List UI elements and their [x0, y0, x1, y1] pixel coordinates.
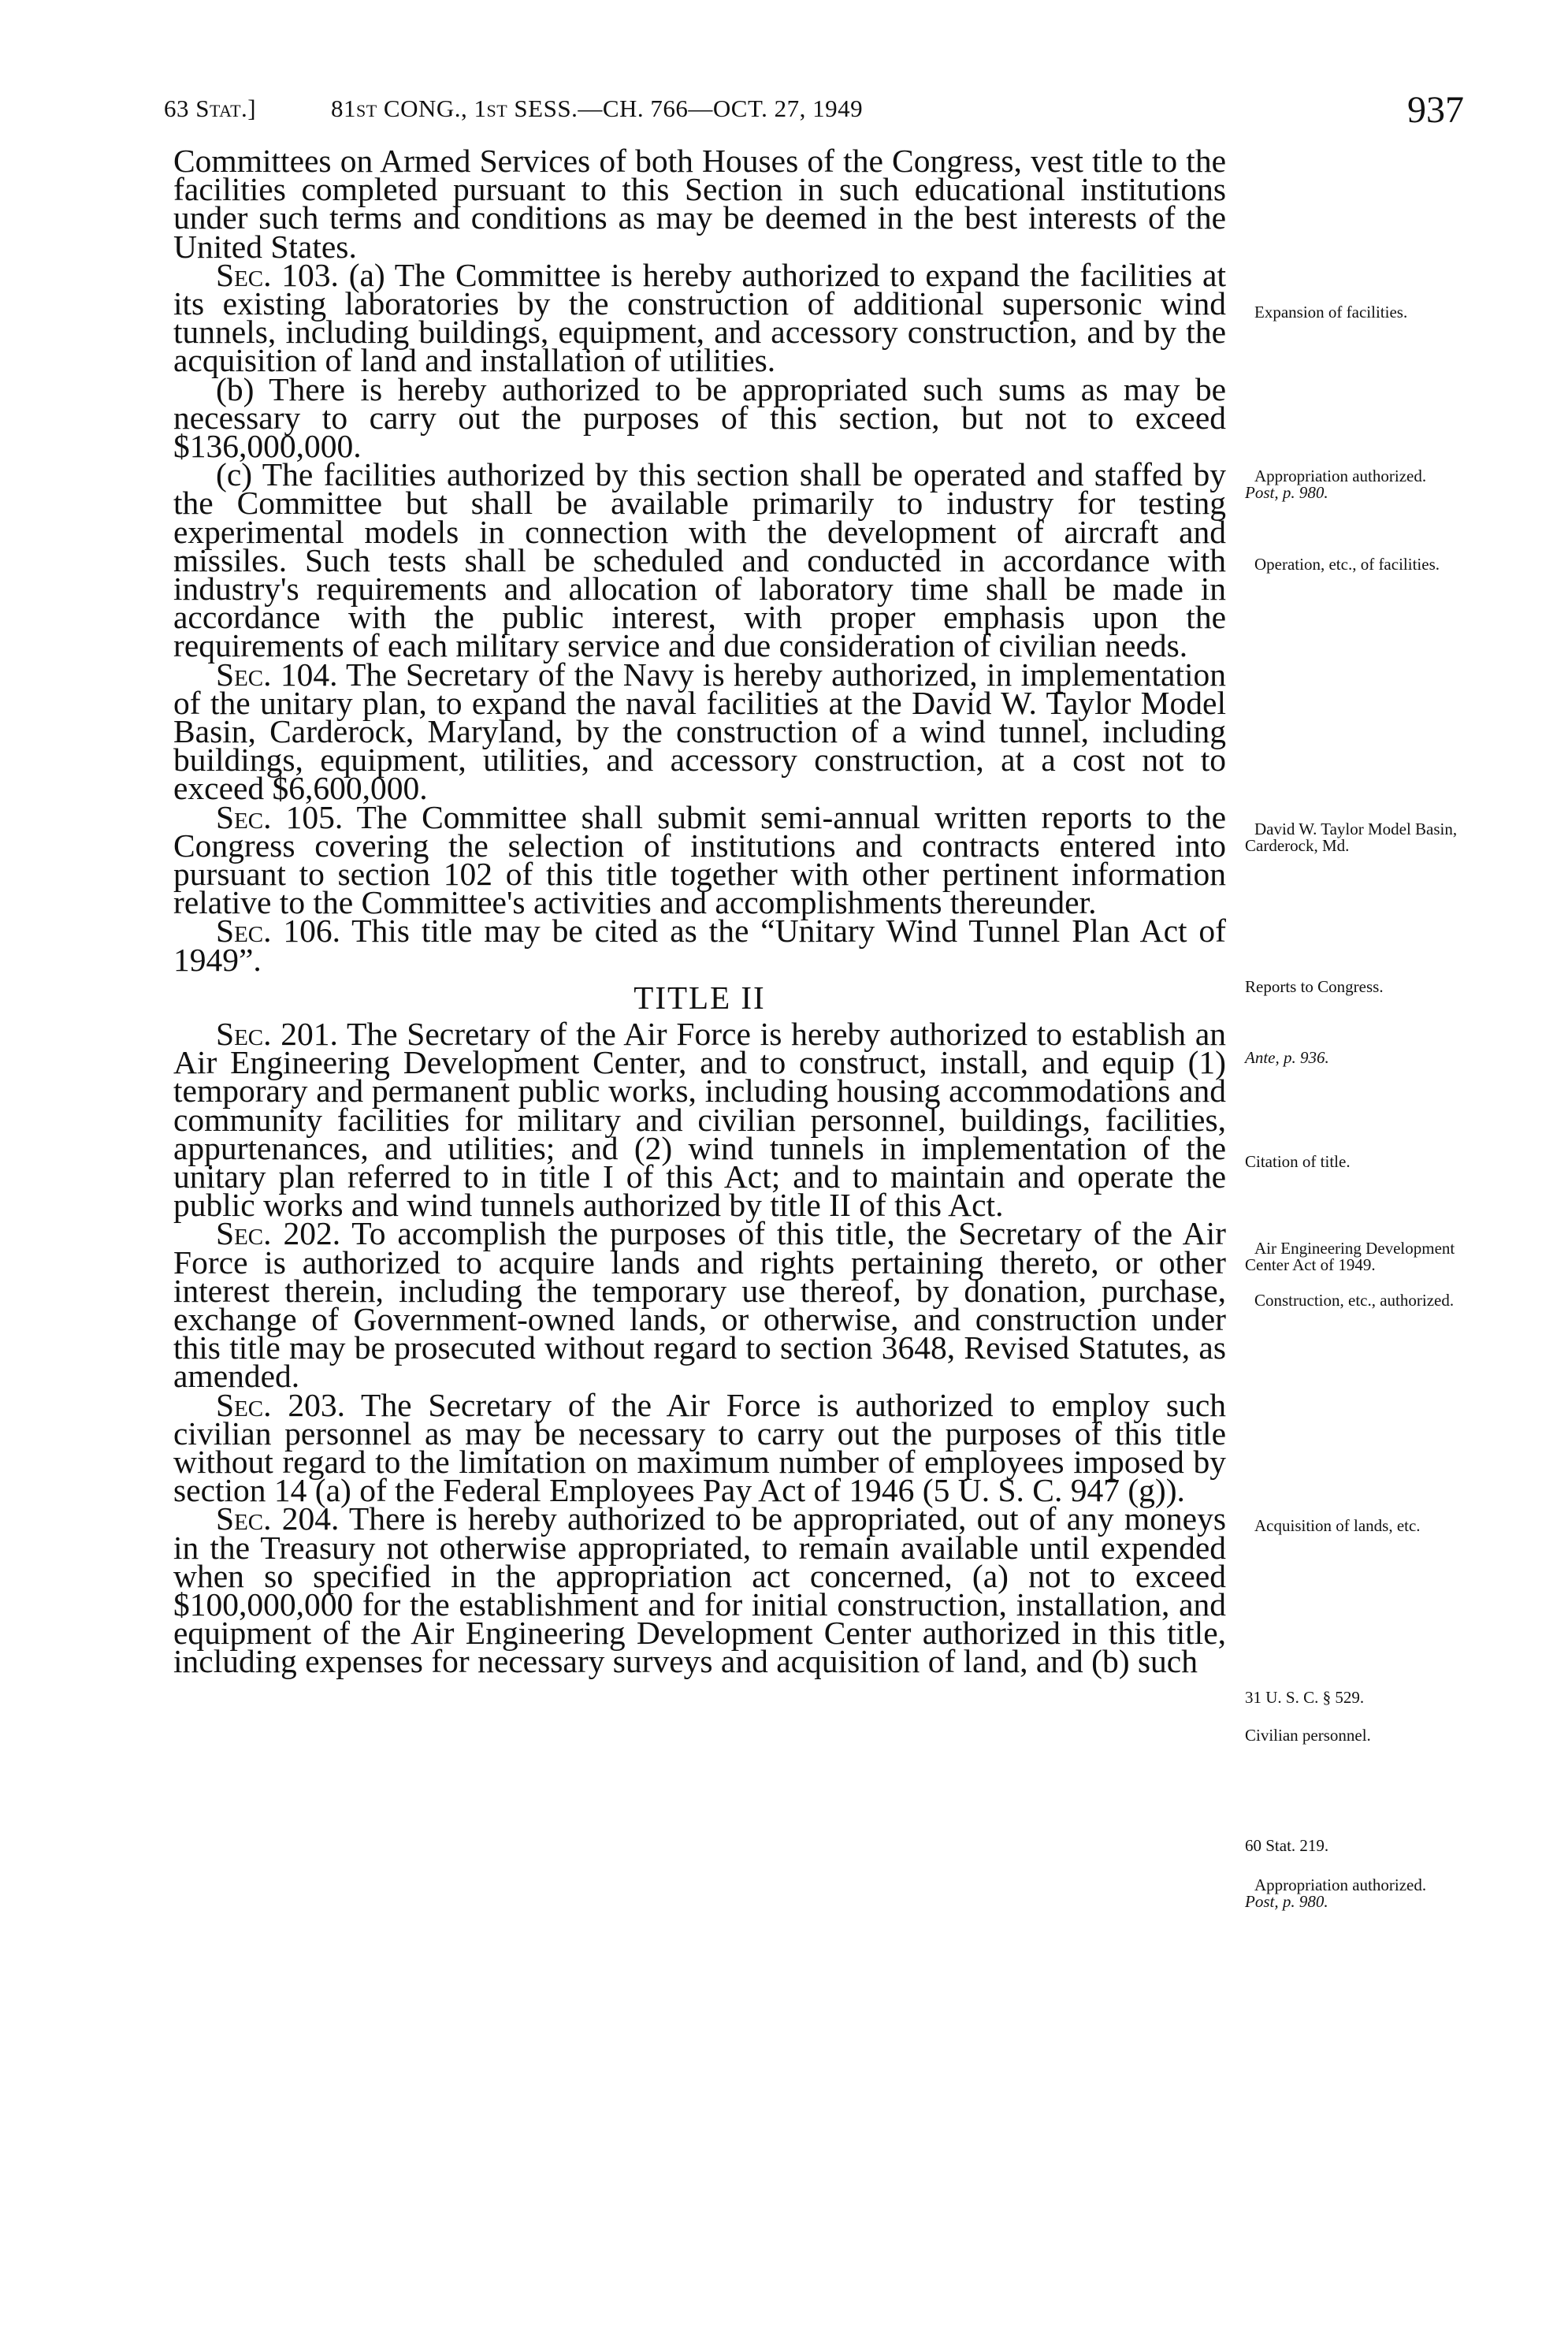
margin-note-construction: Construction, etc., authorized.: [1254, 1291, 1455, 1310]
margin-note-reports: Reports to Congress.: [1245, 977, 1384, 996]
section-text: (a) The Committee is hereby authorized to expand the facilities at its existing laboratories by the construction of additional supersonic wind tunnels, including buildings, equipment, and accessory construction, and by the acquisition of land and installation of utilities.: [173, 256, 1227, 379]
volume-citation: 63 Stat.]: [164, 95, 257, 122]
section-text: The Secretary of the Navy is hereby authorized, in implementation of the unitary plan, to expand the naval facilities at the David W. Taylor Model Basin, Carderock, Maryland, by the construction of a wind tunnel, including buildings, equipment, utilities, and accessory construction, at a cost not to exceed $6,600,000.: [173, 656, 1226, 807]
margin-note-stat-ref: 60 Stat. 219.: [1245, 1836, 1329, 1855]
margin-note-appropriation-2: [1245, 1877, 1481, 1910]
margin-note-text: Appropriation authorized.: [1254, 1875, 1427, 1894]
section-202: [173, 1215, 1226, 1395]
margin-note-civilian: Civilian personnel.: [1245, 1726, 1371, 1745]
section-201: [173, 1015, 1227, 1224]
section-label: Sec. 203.: [216, 1386, 345, 1423]
margin-note-reference: Post, p. 980.: [1245, 1892, 1328, 1911]
margin-note-acquisition: Acquisition of lands, etc.: [1254, 1516, 1421, 1535]
section-204: [173, 1500, 1227, 1680]
section-label: Sec. 201.: [216, 1015, 338, 1052]
margin-note-usc-ref: 31 U. S. C. § 529.: [1245, 1688, 1365, 1707]
section-label: Sec. 106.: [216, 913, 341, 950]
section-text: The Secretary of the Air Force is authorized to employ such civilian personnel as may be necessary to carry out the purposes of this title without regard to the limitation on maximum number of employees imposed by section 14 (a) of the Federal Employees Pay Act of 1946 (5 U. S. C. 947 (g)).: [173, 1386, 1226, 1509]
margin-note-text: Appropriation authorized.: [1254, 467, 1427, 485]
paragraph-text: Committees on Armed Services of both Houses of the Congress, vest title to the facilities completed pursuant to this Section in such educational institutions under such terms and conditions as may be deemed in the best interests of the United States.: [173, 143, 1226, 265]
continued-paragraph: [173, 143, 1226, 265]
section-203: [173, 1386, 1226, 1509]
margin-note-appropriation: [1245, 468, 1481, 501]
section-103-c: [173, 456, 1226, 664]
margin-note-taylor-basin: David W. Taylor Model Basin, Carderock, Md.: [1245, 820, 1458, 855]
margin-note-ante-ref: Ante, p. 936.: [1245, 1048, 1329, 1067]
section-text: To accomplish the purposes of this title, the Secretary of the Air Force is authorized to acquire lands and rights pertaining thereto, or other interest therein, including the temporary use thereof, by donation, purchase, exchange of Government-owned lands, or otherwise, and construction under this title may be prosecuted without regard to section 3648, Revised Statutes, as amended.: [173, 1215, 1226, 1395]
section-105: [173, 798, 1226, 921]
section-103-b: [173, 370, 1226, 465]
section-label: Sec. 105.: [216, 798, 344, 835]
section-103-a: [173, 256, 1227, 379]
section-text: This title may be cited as the “Unitary Wind Tunnel Plan Act of 1949”.: [173, 913, 1226, 978]
section-text: (b) There is hereby authorized to be appropriated such sums as may be necessary to carry out the purposes of this section, but not to exceed $136,000,000.: [173, 370, 1226, 465]
page-number: 937: [1407, 89, 1464, 131]
margin-note-aedc-act: Air Engineering Development Center Act of 1949.: [1245, 1239, 1455, 1274]
title-heading: TITLE II: [634, 979, 766, 1016]
margin-note-expansion: Expansion of facilities.: [1254, 303, 1408, 322]
section-label: Sec. 204.: [216, 1500, 340, 1537]
section-label: Sec. 104.: [216, 656, 338, 693]
section-text: The Secretary of the Air Force is hereby authorized to establish an Air Engineering Development Center, and to construct, install, and equip (1) temporary and permanent public works, including housing accommodations and community facilities for military and civilian personnel, buildings, facilities, appurtenances, and utilities; and (2) wind tunnels in implementation of the unitary plan referred to in title I of this Act; and to maintain and operate the public works and wind tunnels authorized by title II of this Act.: [173, 1015, 1227, 1224]
running-head: [164, 88, 1464, 143]
section-text: (c) The facilities authorized by this section shall be operated and staffed by the Committee but shall be available primarily to industry for testing experimental models in connection with the development of aircraft and missiles. Such tests shall be scheduled and conducted in accordance with industry's requirements and allocation of laboratory time shall be made in accordance with the public interest, with proper emphasis upon the requirements of each military service and due consideration of civilian needs.: [173, 456, 1226, 664]
section-106: [173, 913, 1226, 978]
section-104: [173, 656, 1226, 807]
section-text: There is hereby authorized to be appropriated, out of any moneys in the Treasury not otherwise appropriated, to remain available until expended when so specified in the appropriation act concerned, (a) not to exceed $100,000,000 for the establishment and for initial construction, installation, and equipment of the Air Engineering Development Center authorized in this title, including expenses for necessary surveys and acquisition of land, and (b) such: [173, 1500, 1227, 1680]
margin-note-operation: Operation, etc., of facilities.: [1254, 555, 1440, 574]
margin-note-citation: Citation of title.: [1245, 1152, 1351, 1171]
session-chapter-date: 81st CONG., 1st SESS.—CH. 766—OCT. 27, 1949: [331, 95, 864, 122]
main-text-column: [173, 143, 1227, 1680]
margin-note-reference: Post, p. 980.: [1245, 483, 1328, 502]
section-label: Sec. 202.: [216, 1215, 341, 1252]
section-text: The Committee shall submit semi-annual written reports to the Congress covering the selection of institutions and contracts entered into pursuant to section 102 of this title together with other pertinent information relative to the Committee's activities and accomplishments thereunder.: [173, 798, 1226, 921]
section-label: Sec. 103.: [216, 256, 339, 293]
